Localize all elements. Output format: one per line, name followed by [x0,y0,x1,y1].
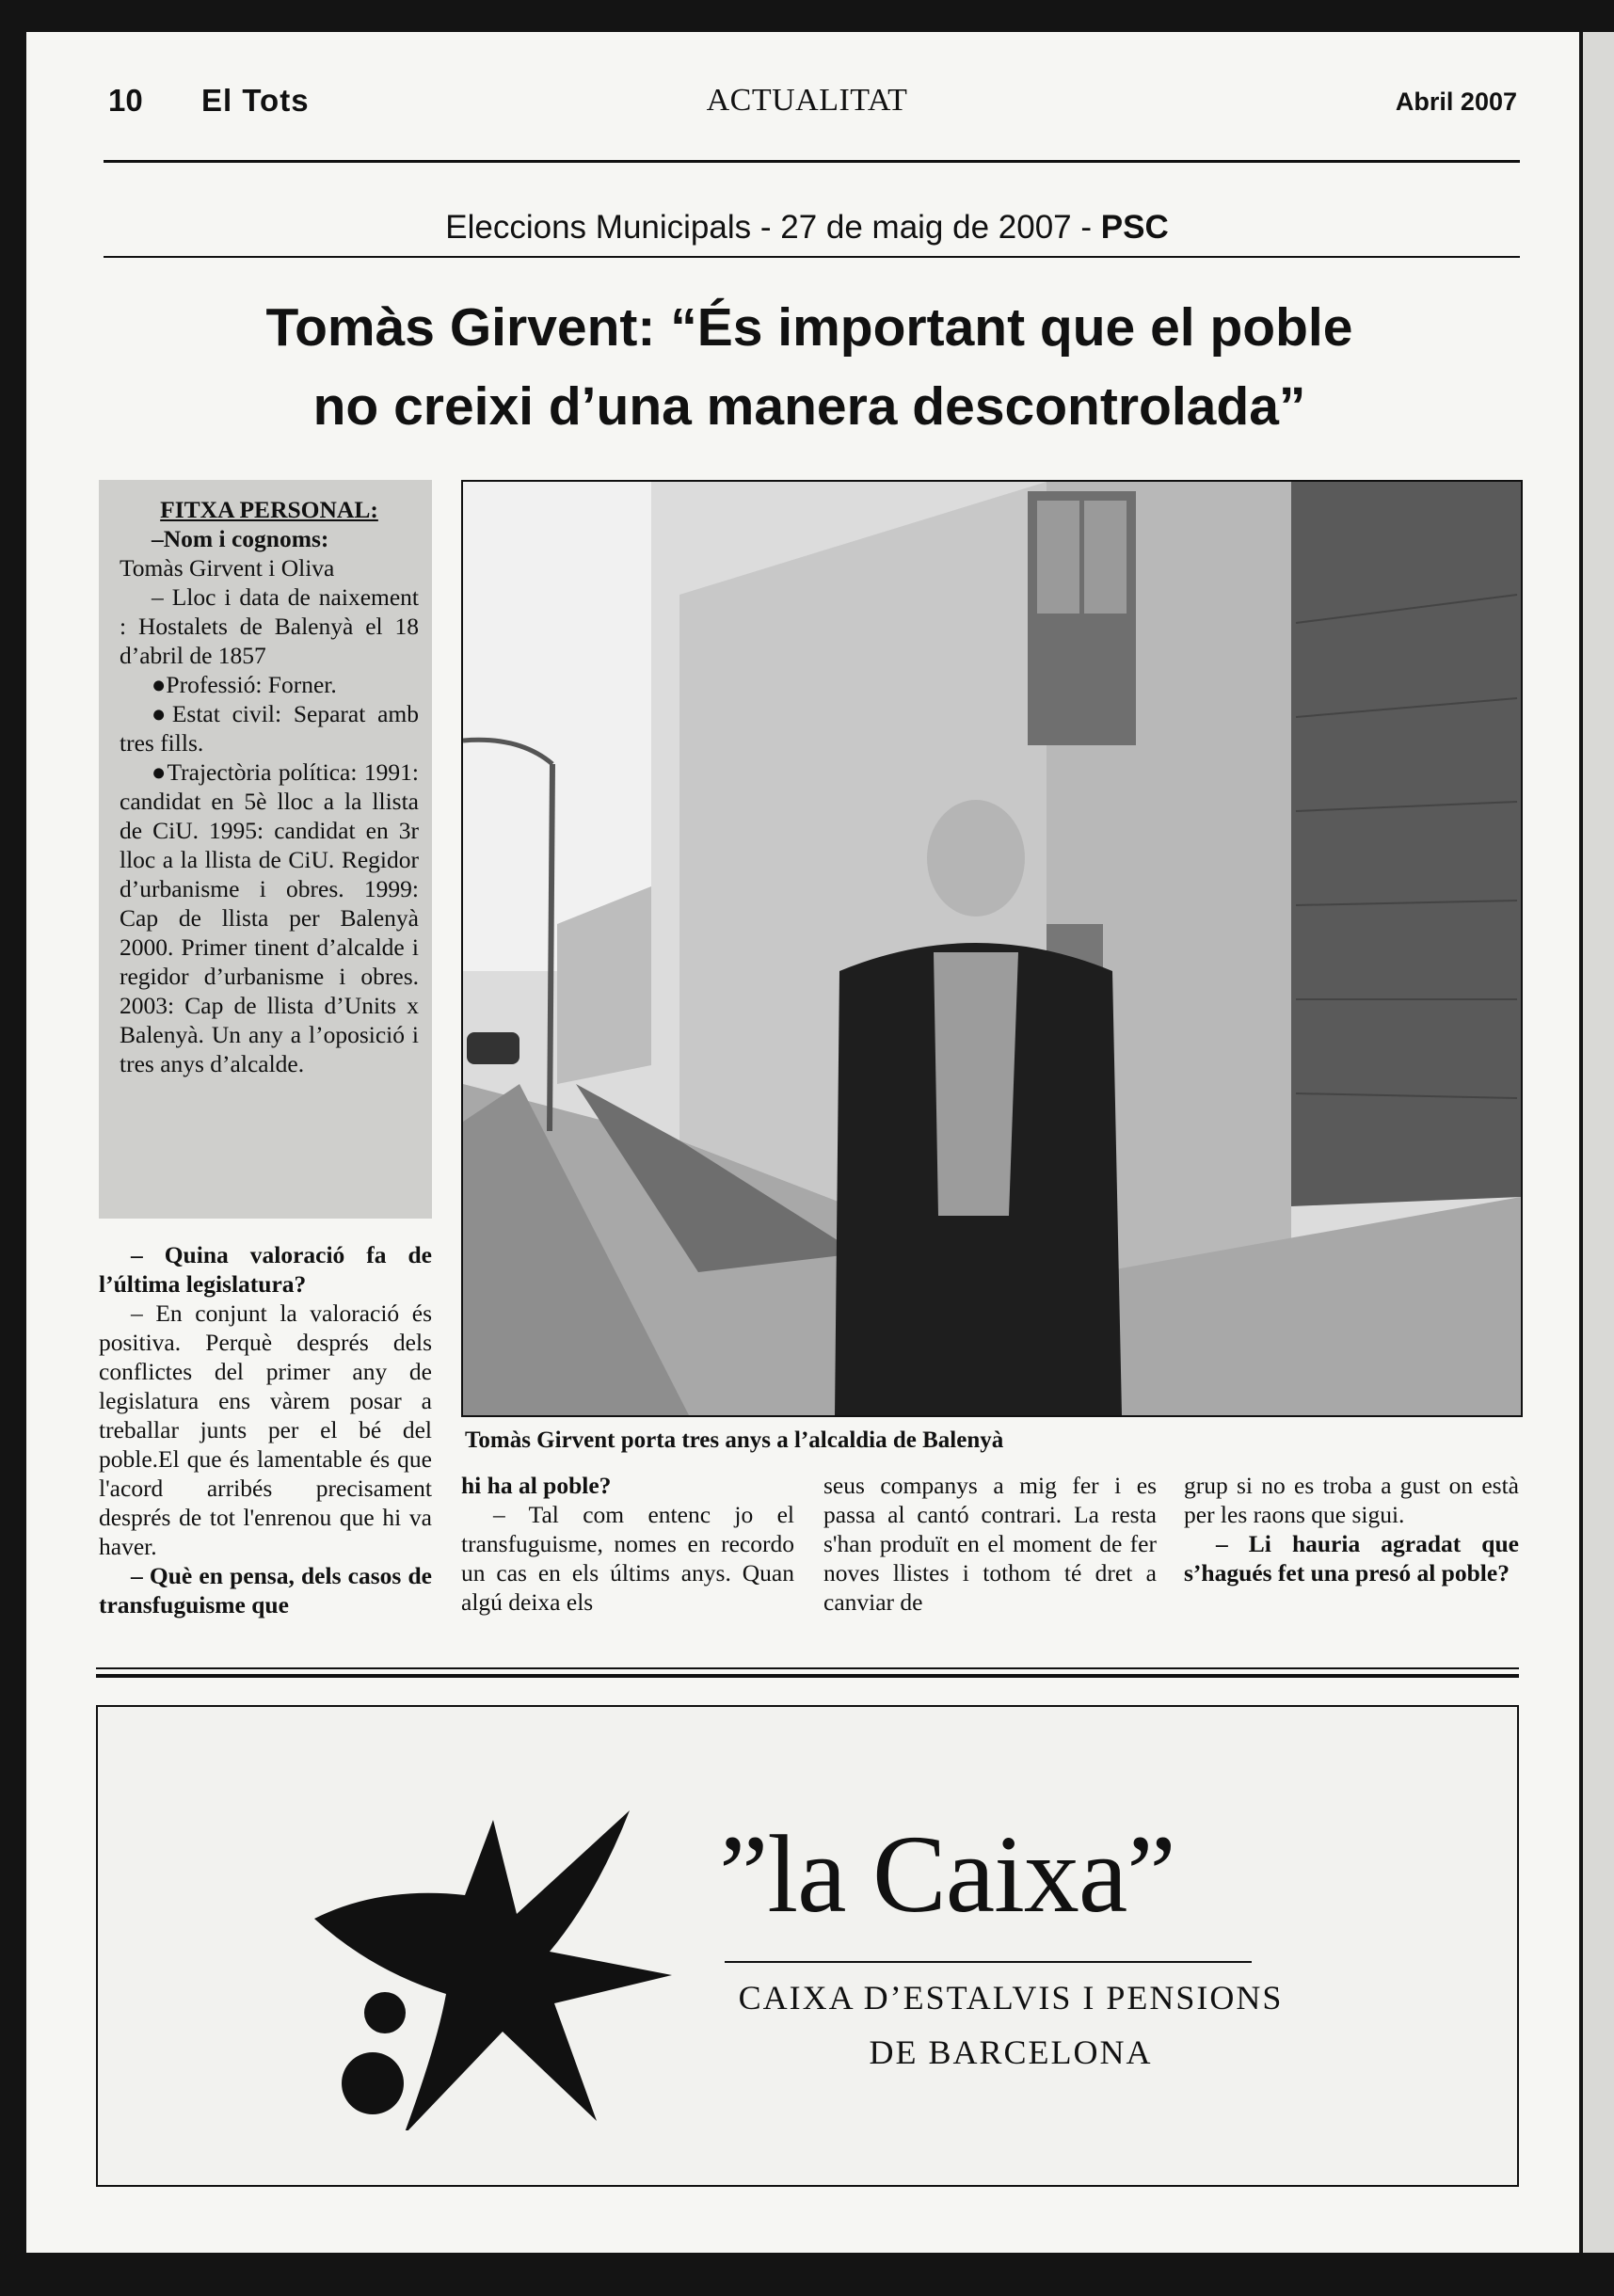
question-2-start: – Què en pensa, dels casos de transfuguisme que [99,1562,432,1618]
section-title: ACTUALITAT [706,83,908,118]
brand-tagline-1: CAIXA D’ESTALVIS I PENSIONS [738,1979,1284,2017]
headline-line-2: no creixi d’una manera descontrolada” [312,376,1306,437]
question-2-end: hi ha al poble? [461,1472,612,1499]
article-column-4 [1184,1471,1519,1587]
party-name: PSC [1100,209,1169,246]
brand-name: ”la Caixa” [719,1812,1175,1936]
la-caixa-advertisement [96,1705,1519,2187]
header-rule [104,160,1520,163]
article-column-2 [461,1471,794,1617]
article-column-1 [99,1240,432,1619]
profile-name: –Nom i cognoms: Tomàs Girvent i Oliva [120,525,335,582]
question-1: – Quina valoració fa de l’última legislatura? [99,1241,432,1298]
facing-page-edge [1583,32,1614,2253]
profile-career: ●Trajectòria política: 1991: candidat en 5è lloc a la llista de CiU. 1995: candidat en 3r lloc a la llista de CiU. Regidor d’urbanisme i obres. 1999: Cap de llista per Balenyà 2000. Primer tinent d’alcalde i regidor d’urbanisme i obres. 2003: Cap de llista d’Units x Balenyà. Un any a l’oposició i tres anys d’alcalde. [120,758,419,1077]
election-subheading [0,209,1614,247]
subheading-text: Eleccions Municipals - 27 de maig de 2007 - [445,209,1101,246]
profile-profession: ●Professió: Forner. [152,671,337,698]
profile-civil-status: ●Estat civil: Separat amb tres fills. [120,700,419,757]
brand-underline [725,1961,1252,1963]
profile-title: FITXA PERSONAL: [160,496,378,523]
portrait-photo [461,480,1523,1417]
answer-2-end: grup si no es troba a gust on està per les raons que sigui. [1184,1472,1519,1528]
profile-text [120,495,419,1078]
headline [104,288,1515,446]
answer-1: – En conjunt la valoració és positiva. Perquè després dels conflictes del primer any de legislatura ens vàrem posar a treballar junts per el bé del poble.El que és lamentable és que l'acord arribés precisament després de tot l'enrenou que hi va haver. [99,1299,432,1560]
answer-2-start: – Tal com entenc jo el transfuguisme, nomes en recordo un cas en els últims anys. Quan algú deixa els [461,1501,794,1616]
page-number: 10 [108,83,143,118]
question-3: – Li hauria agradat que s’hagués fet una presó al poble? [1184,1530,1519,1586]
answer-2-middle: seus companys a mig fer i es passa al cantó contrari. La resta s'han produït en el moment de fer noves llistes i tothom té dret a canviar de [823,1472,1157,1616]
profile-birth: – Lloc i data de naixement : Hostalets de Balenyà el 18 d’abril de 1857 [120,583,419,669]
subheading-rule [104,256,1520,258]
photo-caption: Tomàs Girvent porta tres anys a l’alcaldia de Balenyà [465,1427,1004,1453]
brand-tagline-2: DE BARCELONA [869,2033,1153,2071]
star-logo-icon [314,1810,710,2130]
issue-date: Abril 2007 [1395,88,1517,116]
ad-separator-rule-bottom [96,1674,1519,1678]
headline-line-1: Tomàs Girvent: “És important que el poble [265,297,1353,358]
personal-profile-box [99,480,432,1219]
photo-illustration [463,482,1521,1415]
article-column-3 [823,1471,1157,1617]
ad-separator-rule-top [96,1667,1519,1669]
publication-name: El Tots [201,83,310,118]
